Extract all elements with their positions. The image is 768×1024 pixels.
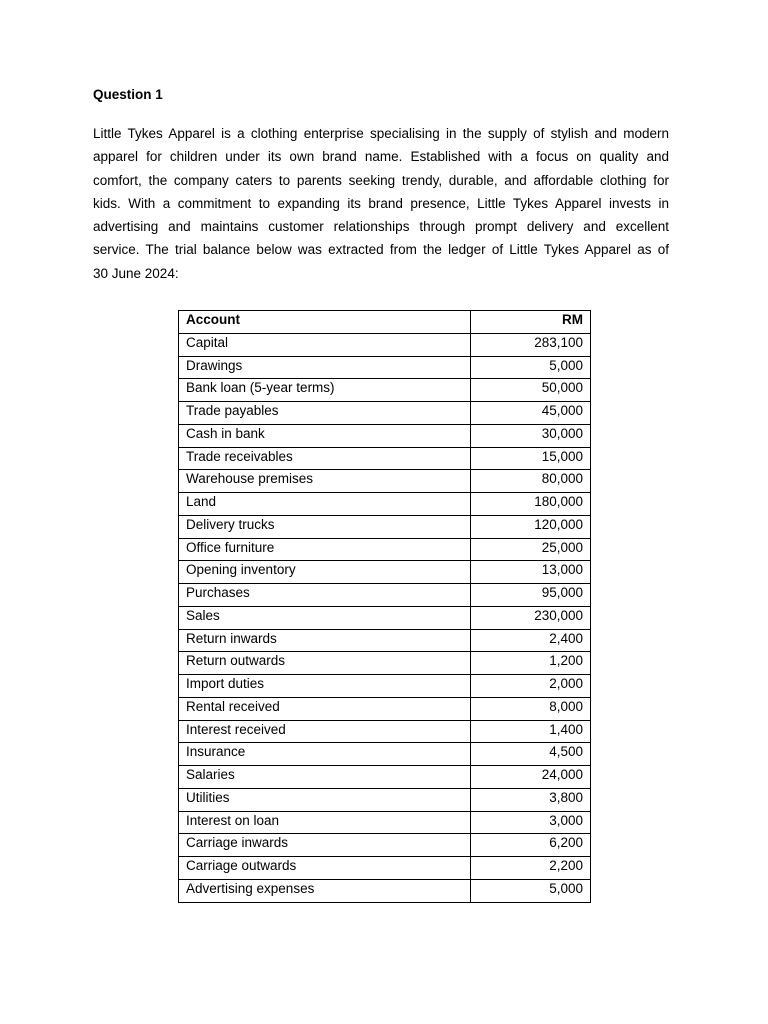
amount-cell: 283,100 xyxy=(471,333,591,356)
amount-cell: 80,000 xyxy=(471,470,591,493)
amount-cell: 230,000 xyxy=(471,606,591,629)
table-row xyxy=(179,379,591,402)
header-account: Account xyxy=(179,311,471,334)
amount-cell: 2,400 xyxy=(471,629,591,652)
account-cell: Insurance xyxy=(179,743,471,766)
amount-cell: 25,000 xyxy=(471,538,591,561)
amount-cell: 1,200 xyxy=(471,652,591,675)
amount-cell: 180,000 xyxy=(471,493,591,516)
amount-cell: 15,000 xyxy=(471,447,591,470)
amount-cell: 8,000 xyxy=(471,697,591,720)
amount-cell: 2,200 xyxy=(471,857,591,880)
intro-line: advertising and maintains customer relationships through prompt delivery and excellent xyxy=(93,219,669,235)
intro-line: service. The trial balance below was extracted from the ledger of Little Tykes Apparel as of xyxy=(93,242,669,258)
account-cell: Trade payables xyxy=(179,402,471,425)
table-row xyxy=(179,788,591,811)
account-cell: Utilities xyxy=(179,788,471,811)
amount-cell: 30,000 xyxy=(471,424,591,447)
account-cell: Delivery trucks xyxy=(179,515,471,538)
table-row xyxy=(179,834,591,857)
account-cell: Warehouse premises xyxy=(179,470,471,493)
table-row xyxy=(179,584,591,607)
account-cell: Return outwards xyxy=(179,652,471,675)
account-cell: Carriage inwards xyxy=(179,834,471,857)
account-cell: Sales xyxy=(179,606,471,629)
table-header-row xyxy=(179,311,591,334)
question-heading: Question 1 xyxy=(93,87,163,102)
table-row xyxy=(179,515,591,538)
account-cell: Office furniture xyxy=(179,538,471,561)
trial-balance-table xyxy=(178,310,591,903)
table-row xyxy=(179,675,591,698)
table-row xyxy=(179,402,591,425)
table-row xyxy=(179,720,591,743)
account-cell: Land xyxy=(179,493,471,516)
amount-cell: 3,000 xyxy=(471,811,591,834)
account-cell: Rental received xyxy=(179,697,471,720)
account-cell: Carriage outwards xyxy=(179,857,471,880)
table-row xyxy=(179,561,591,584)
amount-cell: 1,400 xyxy=(471,720,591,743)
table-row xyxy=(179,447,591,470)
amount-cell: 95,000 xyxy=(471,584,591,607)
intro-line: comfort, the company caters to parents seeking trendy, durable, and affordable clothing for xyxy=(93,172,669,188)
account-cell: Capital xyxy=(179,333,471,356)
table-row xyxy=(179,606,591,629)
table-row xyxy=(179,743,591,766)
amount-cell: 4,500 xyxy=(471,743,591,766)
table-row xyxy=(179,629,591,652)
table-row xyxy=(179,811,591,834)
table-row xyxy=(179,333,591,356)
amount-cell: 3,800 xyxy=(471,788,591,811)
intro-line: Little Tykes Apparel is a clothing enterprise specialising in the supply of stylish and modern xyxy=(93,126,669,141)
header-amount: RM xyxy=(471,311,591,334)
intro-paragraph xyxy=(93,122,669,285)
intro-line: 30 June 2024: xyxy=(93,265,179,281)
account-cell: Trade receivables xyxy=(179,447,471,470)
account-cell: Purchases xyxy=(179,584,471,607)
table-row xyxy=(179,493,591,516)
amount-cell: 24,000 xyxy=(471,766,591,789)
intro-line: kids. With a commitment to expanding its brand presence, Little Tykes Apparel invests in xyxy=(93,195,669,211)
table-row xyxy=(179,879,591,902)
table-row xyxy=(179,857,591,880)
account-cell: Return inwards xyxy=(179,629,471,652)
table-row xyxy=(179,697,591,720)
table-row xyxy=(179,470,591,493)
amount-cell: 50,000 xyxy=(471,379,591,402)
table-row xyxy=(179,356,591,379)
table-row xyxy=(179,538,591,561)
amount-cell: 5,000 xyxy=(471,879,591,902)
account-cell: Interest received xyxy=(179,720,471,743)
account-cell: Opening inventory xyxy=(179,561,471,584)
account-cell: Drawings xyxy=(179,356,471,379)
account-cell: Salaries xyxy=(179,766,471,789)
account-cell: Bank loan (5-year terms) xyxy=(179,379,471,402)
account-cell: Import duties xyxy=(179,675,471,698)
amount-cell: 13,000 xyxy=(471,561,591,584)
account-cell: Interest on loan xyxy=(179,811,471,834)
amount-cell: 45,000 xyxy=(471,402,591,425)
amount-cell: 5,000 xyxy=(471,356,591,379)
table-row xyxy=(179,652,591,675)
account-cell: Cash in bank xyxy=(179,424,471,447)
amount-cell: 120,000 xyxy=(471,515,591,538)
amount-cell: 2,000 xyxy=(471,675,591,698)
amount-cell: 6,200 xyxy=(471,834,591,857)
intro-line: apparel for children under its own brand name. Established with a focus on quality and xyxy=(93,149,669,165)
table-row xyxy=(179,766,591,789)
table-row xyxy=(179,424,591,447)
account-cell: Advertising expenses xyxy=(179,879,471,902)
